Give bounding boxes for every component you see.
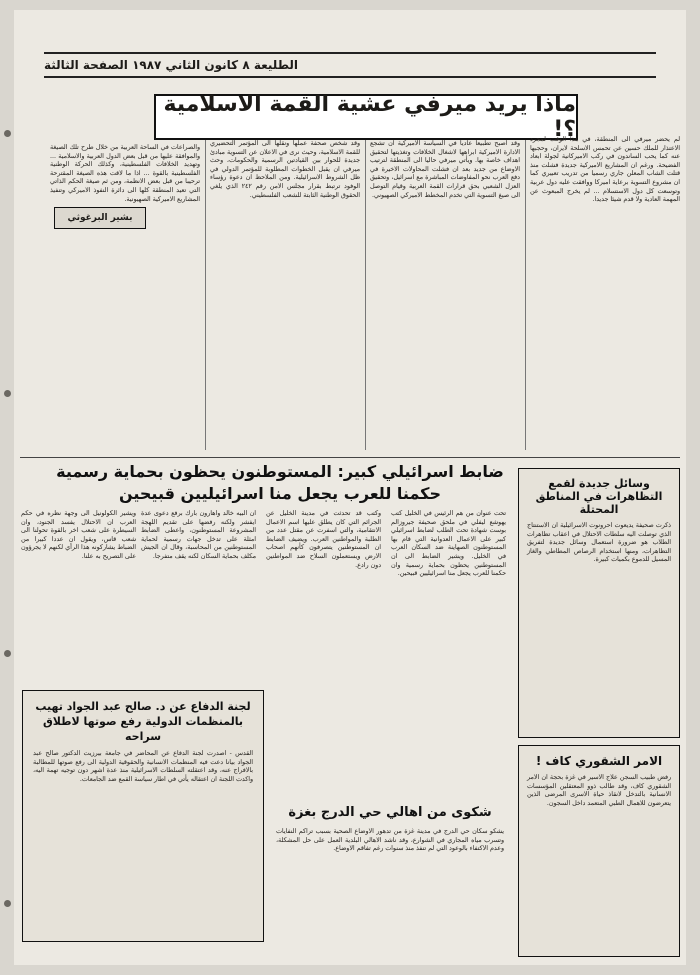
demonstrations-text: ذكرت صحيفة يديعوت احرونوت الاسرائيلية ان الاستنتاج الذي توصلت اليه سلطات الاحتلال في اعقاب تظاهرات الطلاب هو ضرورة استعمال وسائل جديدة لتفريق التظاهرات، ومنها استخدام الرصاص المطاطي والغاز المسيل للدموع بكميات كبيرة. [527, 522, 671, 564]
binder-hole [4, 650, 11, 657]
gaza-body [276, 828, 504, 958]
defense-body [23, 748, 263, 927]
officer-text: ان البيه خالد واهارون بارك برفع دعوى عدة ايفشر ولكنه رفضها على تقديم اللهجة المشروعة المستوطنون، واعطى الضابط امثلة على تدخل جهات رسمية لحماية المستوطنين من المحاسبة، وقال ان الجيش مكلف بحماية السكان لكنه يقف متفرجا. [141, 510, 256, 560]
main-article-text: وقد اصبح تطبيعا عاديا في السياسة الاميركية ان تشجع الادارة الاميركية ابراهها لاشغال الخلافات وتغذيتها لتحقيق اهداف خاصة بها. ويأتي ميرفي حاليا الى المنطقة لترتيب الاوضاع من جديد بعد ان فشلت المحاولات الاخيرة في دفع العرب نحو المفاوضات المباشرة مع اسرائيل، وتحقيق العزل الشعبي بحق قرارات القمة العربية وقيام التوصل الى صيغ التسوية التي تخدم المخطط الاميركي الصهيوني. [370, 140, 520, 199]
main-article-text: وقد شخص صحفة عملها ونقلها الى المؤتمر التحضيري للقمة الاسلامية، وحيث نرى في الاعلان عن التسوية مبادئ جديدة للحوار بين القيادتين الرسمية والحكومات، وحث ميرفي ان يقبل الخطوات المطلوبة للمؤتمر الدولي في ظل الشروط الاسرائيلية. ومن الملاحظ ان دعوة رؤساء الوفود ترتبط بقرار مجلس الامن رقم ٢٤٢ الذي يلغي الحقوق الوطنية الثابتة للشعب الفلسطيني. [210, 140, 360, 199]
byline-box [54, 207, 146, 229]
main-article-col-1 [530, 136, 680, 451]
main-article-col-4 [50, 144, 200, 204]
main-article-text: والصراعات في الساحة العربية من خلال طرح تلك الصيغة والموافقة عليها من قبل بعض الدول العربية والاسلامية ... وتهديد الخلافات الفلسطينية، وكذلك الحركة الوطنية الفلسطينية بالقوة ... اذا ما لاقت هذه الصيغة المقترحة ترحيبا من قبل بعض الانظمة، ومن ثم صيغة الحكم الذاتي التي تعيد المنطقة كلها الى دائرة النفوذ الاميركي وتنفيذ المشاريع الاميركية الصهيونية. [50, 144, 200, 203]
officer-text: تحت عنوان من هم الرئيس في الخليل كتب يهوشع ليفلي في ملحق صحيفة جيروزالم بوست شهادة تحت الطلب لضابط اسرائيلي كبير على الاعمال العدوانية التي قام بها المستوطنون الصهاينة ضد السكان العرب في الخليل. ويشير الضابط الى ان المستوطنين يحظون بحماية رسمية وان حكمنا للعرب يجعل منا اسرائيليين قبيحين. [391, 510, 506, 578]
shaqouri-text: رفض طبيب السجن علاج الاسير في غزة بحجة ان الامر الشقوري كاف، وقد طالب ذوو المعتقلين المؤسسات الانسانية بالتدخل لانقاذ حياة الاسرى المرضى الذين يتعرضون للاهمال الطبي المتعمد داخل السجون. [527, 774, 671, 807]
demonstrations-box [518, 468, 680, 738]
officer-col-2 [266, 510, 381, 680]
binder-hole [4, 390, 11, 397]
column-rule [525, 140, 526, 450]
newspaper-page [14, 10, 686, 965]
byline-author: بشير البرغوثي [67, 213, 133, 223]
officer-col-3 [141, 510, 256, 680]
officer-headline-2: حكمنا للعرب يجعل منا اسرائيليين قبيحين [118, 484, 442, 503]
section-divider [20, 457, 680, 458]
main-article-col-2 [370, 140, 520, 455]
page-header [44, 52, 656, 78]
shaqouri-body [519, 772, 679, 946]
column-rule [365, 140, 366, 450]
defense-headline: لجنة الدفاع عن د. صالح عبد الجواد تهيب بالمنظمات الدولية رفع صوتها لاطلاق سراحه [35, 700, 251, 743]
gaza-headline: شكوى من اهالي حي الدرج بغزة [288, 805, 492, 820]
binder-holes [0, 0, 14, 975]
officer-col-4 [21, 510, 136, 680]
main-headline: ماذا يريد ميرفي عشية القمة الاسلامية ؟! [163, 92, 576, 142]
demonstrations-headline: وسائل جديدة لقمع التظاهرات في المناطق المحتلة [535, 477, 663, 516]
binder-hole [4, 900, 11, 907]
main-headline-box [154, 94, 578, 140]
main-article-text: لم يحضر ميرفي الى المنطقة، في هذا الوقت لمجرد الاعتذار للملك حسين عن تحمس الاسلحة لايران، وحجبها عنه كما يحب الساندون في ركب الاميركانية لجولة ابعاد الفضيحة. ورغم ان المشاريع الاميركية جديدة فشلت منذ قتلت الشاب المعلن جاري رسميا من تدريب تعبيري كما ان مشروع التسوية برعاية اميركا ووافقت عليه دول عربية وتوسعت كل دول الاستسلام ... لم يخرج المبعوث عن المهمة العادية ولا قدم شيئا جديدا. [530, 136, 680, 204]
defense-box [22, 690, 264, 942]
main-article-col-3 [210, 140, 360, 455]
officer-col-1 [391, 510, 506, 680]
officer-text: ويشير الكولونيل الى وجهة نظره في حكم العرب ان الاحتلال يفسد الجنود، وان السيطرة على شعب اخر بالقوة تحولنا الى شعب قاس، ويقول ان عددا كبيرا من الضباط يشاركونه هذا الرأي لكنهم لا يجرؤون على التصريح به علنا. [21, 510, 136, 560]
header-text: الطليعة ٨ كانون الثاني ١٩٨٧ الصفحة الثالثة [44, 58, 299, 72]
defense-text: القدس - اصدرت لجنة الدفاع عن المحاضر في جامعة بيرزيت الدكتور صالح عبد الجواد بيانا دعت فيه المنظمات الانسانية والحقوقية الدولية الى رفع صوتها للمطالبة بالافراج عنه، وقد اعتقلته السلطات الاسرائيلية منذ عدة اشهر دون توجيه تهمة اليه، واكدت اللجنة ان اعتقاله يأتي في اطار سياسة القمع ضد الجامعات. [33, 750, 253, 783]
shaqouri-headline: الامر الشقوري كاف ! [535, 754, 663, 768]
officer-text: وكتب قد تحدثت في مدينة الخليل عن الجرائم التي كان يطلق عليها اسم الاعمال الانتقامية، والتي اسفرت عن مقتل عدد من الطلبة والمواطنين العرب. ويضيف الضابط ان المستوطنين يتصرفون كأنهم اصحاب الارض ويستعملون السلاح ضد المواطنين دون رادع. [266, 510, 381, 569]
shaqouri-box [518, 745, 680, 957]
demonstrations-body [519, 520, 679, 734]
binder-hole [4, 130, 11, 137]
column-rule [205, 140, 206, 450]
gaza-text: يشكو سكان حي الدرج في مدينة غزة من تدهور الاوضاع الصحية بسبب تراكم النفايات وتسرب مياه المجاري في الشوارع، وقد ناشد الاهالي البلدية العمل على حل المشكلة، وعدم الاكتفاء بالوعود التي لم تنفذ منذ سنوات رغم تفاقم الاوضاع. [276, 828, 504, 853]
officer-headline-1: ضابط اسرائيلي كبير: المستوطنون يحظون بحماية رسمية [56, 462, 504, 481]
